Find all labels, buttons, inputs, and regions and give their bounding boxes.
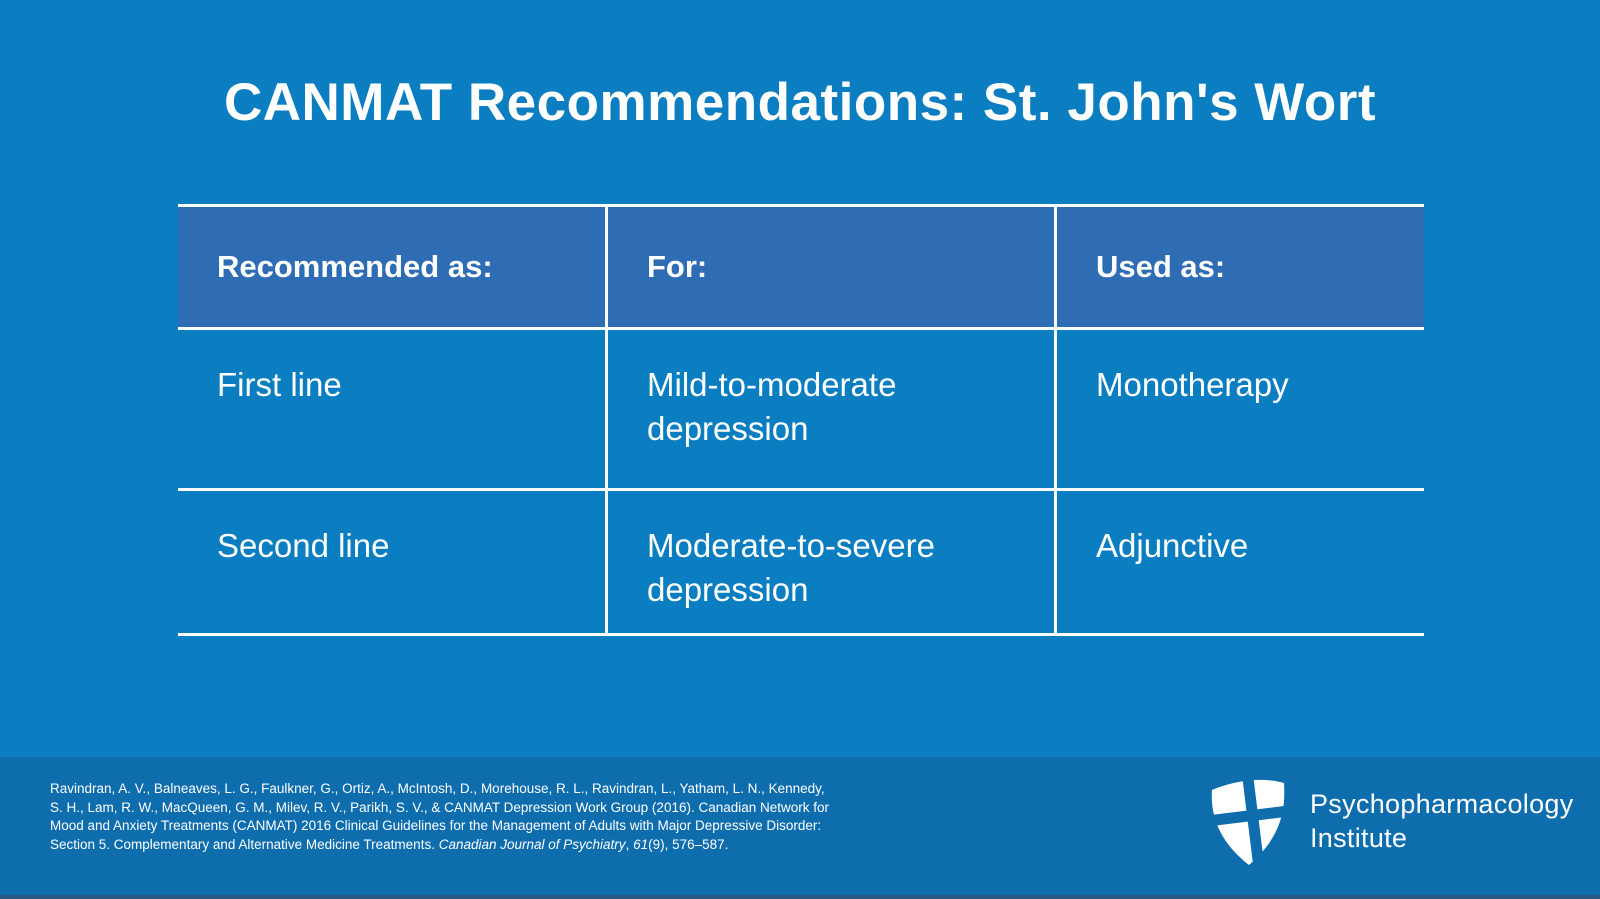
logo (1208, 775, 1574, 867)
citation-line: Ravindran, A. V., Balneaves, L. G., Faulkner, G., Ortiz, A., McIntosh, D., Morehouse, R. L., Ravindran, L., Yatham, L. N., Kennedy, (50, 781, 825, 796)
citation-line: S. H., Lam, R. W., MacQueen, G. M., Milev, R. V., Parikh, S. V., & CANMAT Depression Work Group (2016). Canadian Network for (50, 799, 830, 815)
shield-cross-icon (1208, 775, 1288, 867)
citation-line: Mood and Anxiety Treatments (CANMAT) 2016 Clinical Guidelines for the Management of Adults with Major Depressive Disorder: (50, 818, 822, 833)
table-header-for: For: (605, 207, 1057, 327)
table-cell-indication: Mild-to-moderate depression (605, 330, 1057, 488)
logo-text-line1: Psychopharmacology (1310, 789, 1574, 819)
table-cell-usage: Monotherapy (1096, 366, 1289, 403)
bottom-edge-strip (0, 895, 1600, 899)
table-header-used-as: Used as: (1057, 207, 1424, 327)
citation-line: Section 5. Complementary and Alternative Medicine Treatments. Canadian Journal of Psychiatry, 61(9), 576–587. (50, 836, 729, 852)
citation (50, 780, 940, 854)
logo-text (1310, 787, 1574, 855)
table-row (178, 491, 1424, 636)
table-header-row (178, 207, 1424, 330)
footer (0, 757, 1600, 899)
table-cell-line: First line (217, 366, 342, 403)
table-row (178, 330, 1424, 491)
recommendations-table (178, 204, 1424, 636)
table-cell-usage: Adjunctive (1096, 527, 1249, 564)
table-header-recommended-as: Recommended as: (178, 207, 605, 327)
table-cell-indication: Moderate-to-severe depression (605, 491, 1057, 633)
logo-text-line2: Institute (1310, 823, 1408, 853)
table-cell-line: Second line (217, 527, 390, 564)
page-title: CANMAT Recommendations: St. John's Wort (223, 73, 1376, 132)
